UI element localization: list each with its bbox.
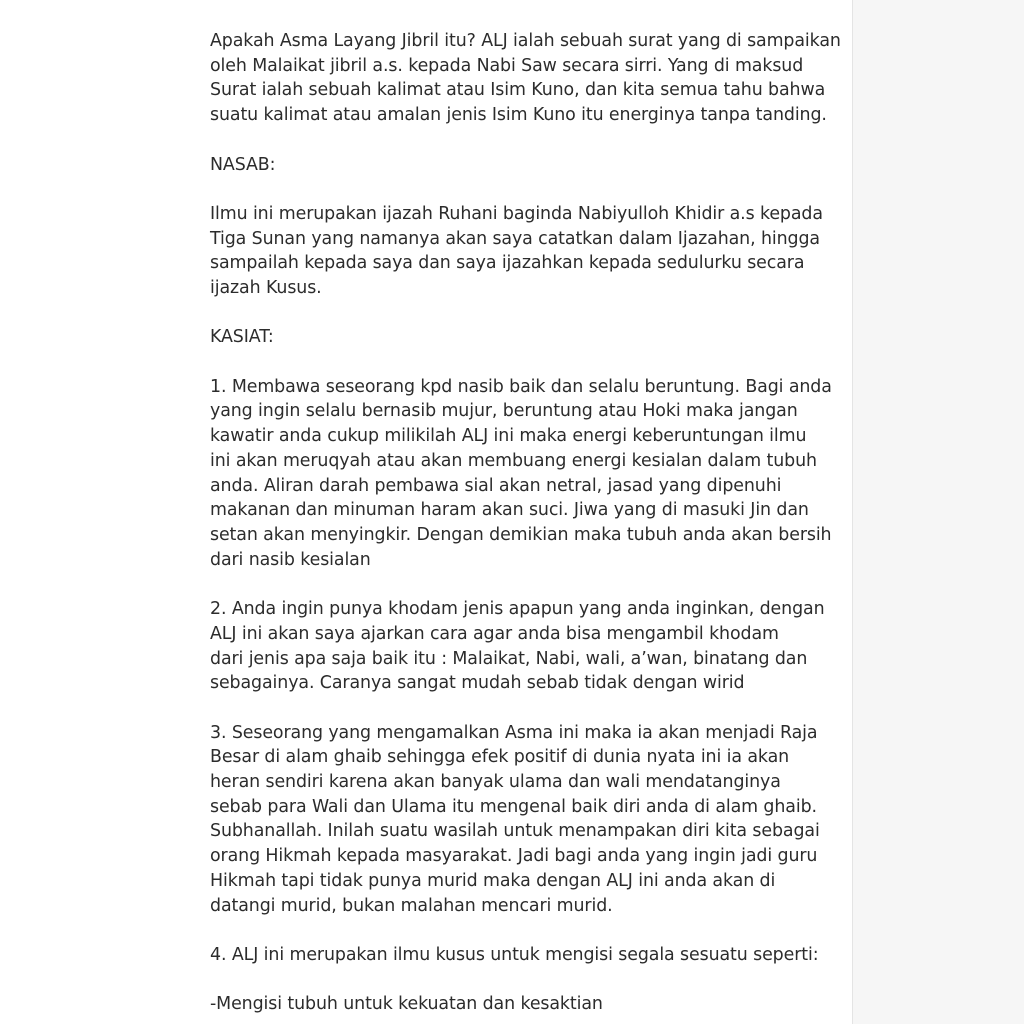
paragraph-spacer bbox=[210, 696, 830, 721]
paragraph-nasab-heading bbox=[210, 153, 830, 178]
paragraph-intro bbox=[210, 29, 841, 128]
text-line: ALJ ini akan saya ajarkan cara agar anda bisa mengambil khodam bbox=[210, 623, 779, 644]
text-line: makanan dan minuman haram akan suci. Jiwa yang di masuki Jin dan bbox=[210, 500, 809, 521]
paragraph-spacer bbox=[210, 177, 830, 202]
text-line: -Mengisi tubuh untuk kekuatan dan kesaktian bbox=[210, 994, 603, 1015]
text-line: oleh Malaikat jibril a.s. kepada Nabi Saw secara sirri. Yang di maksud bbox=[210, 55, 804, 76]
text-line: 2. Anda ingin punya khodam jenis apapun yang anda inginkan, dengan bbox=[210, 599, 825, 620]
text-line: 1. Membawa seseorang kpd nasib baik dan selalu beruntung. Bagi anda bbox=[210, 376, 832, 397]
text-line: dari jenis apa saja baik itu : Malaikat, Nabi, wali, a’wan, binatang dan bbox=[210, 648, 808, 669]
paragraph-spacer bbox=[210, 968, 830, 993]
paragraph-point-4 bbox=[210, 943, 830, 968]
text-line: setan akan menyingkir. Dengan demikian maka tubuh anda akan bersih bbox=[210, 525, 832, 545]
text-line: sebab para Wali dan Ulama itu mengenal baik diri anda di alam ghaib. bbox=[210, 796, 817, 817]
paragraph-point-1 bbox=[210, 375, 830, 573]
text-line: kawatir anda cukup milikilah ALJ ini maka energi keberuntungan ilmu bbox=[210, 426, 807, 447]
text-line: suatu kalimat atau amalan jenis Isim Kuno itu energinya tanpa tanding. bbox=[210, 105, 827, 126]
text-line: 4. ALJ ini merupakan ilmu kusus untuk mengisi segala sesuatu seperti: bbox=[210, 944, 819, 965]
text-line: dari nasib kesialan bbox=[210, 549, 371, 570]
text-line: heran sendiri karena akan banyak ulama dan wali mendatanginya bbox=[210, 772, 781, 792]
text-line: Besar di alam ghaib sehingga efek positif di dunia nyata ini ia akan bbox=[210, 747, 790, 768]
text-line: Apakah Asma Layang Jibril itu? ALJ ialah sebuah surat yang di sampaikan bbox=[210, 31, 841, 51]
text-line: ijazah Kusus. bbox=[210, 278, 322, 298]
paragraph-nasab-body bbox=[210, 202, 830, 301]
paragraph-spacer bbox=[210, 350, 830, 375]
paragraph-point-4-item-1 bbox=[210, 992, 830, 1017]
text-line: sampailah kepada saya dan saya ijazahkan kepada sedulurku secara bbox=[210, 253, 805, 274]
document-body bbox=[210, 29, 841, 1017]
text-line: yang ingin selalu bernasib mujur, beruntung atau Hoki maka jangan bbox=[210, 401, 798, 422]
paragraph-kasiat-heading bbox=[210, 325, 830, 350]
text-line: Ilmu ini merupakan ijazah Ruhani baginda Nabiyulloh Khidir a.s kepada bbox=[210, 203, 823, 224]
paragraph-spacer bbox=[210, 572, 830, 597]
paragraph-spacer bbox=[210, 301, 830, 326]
paragraph-point-3 bbox=[210, 721, 830, 919]
text-line: anda. Aliran darah pembawa sial akan netral, jasad yang dipenuhi bbox=[210, 475, 782, 496]
text-line: KASIAT: bbox=[210, 327, 274, 348]
text-line: Subhanallah. Inilah suatu wasilah untuk menampakan diri kita sebagai bbox=[210, 821, 820, 842]
text-line: Tiga Sunan yang namanya akan saya catatkan dalam Ijazahan, hingga bbox=[210, 228, 820, 249]
text-line: sebagainya. Caranya sangat mudah sebab tidak dengan wirid bbox=[210, 673, 745, 694]
text-line: Surat ialah sebuah kalimat atau Isim Kuno, dan kita semua tahu bahwa bbox=[210, 80, 826, 101]
text-line: ini akan meruqyah atau akan membuang energi kesialan dalam tubuh bbox=[210, 450, 817, 471]
text-line: orang Hikmah kepada masyarakat. Jadi bagi anda yang ingin jadi guru bbox=[210, 846, 818, 867]
text-line: NASAB: bbox=[210, 154, 276, 175]
paragraph-point-2 bbox=[210, 597, 830, 696]
paragraph-spacer bbox=[210, 128, 830, 153]
text-line: Hikmah tapi tidak punya murid maka dengan ALJ ini anda akan di bbox=[210, 870, 776, 891]
text-line: datangi murid, bukan malahan mencari murid. bbox=[210, 895, 613, 916]
paragraph-spacer bbox=[210, 918, 830, 943]
text-line: 3. Seseorang yang mengamalkan Asma ini maka ia akan menjadi Raja bbox=[210, 722, 818, 743]
